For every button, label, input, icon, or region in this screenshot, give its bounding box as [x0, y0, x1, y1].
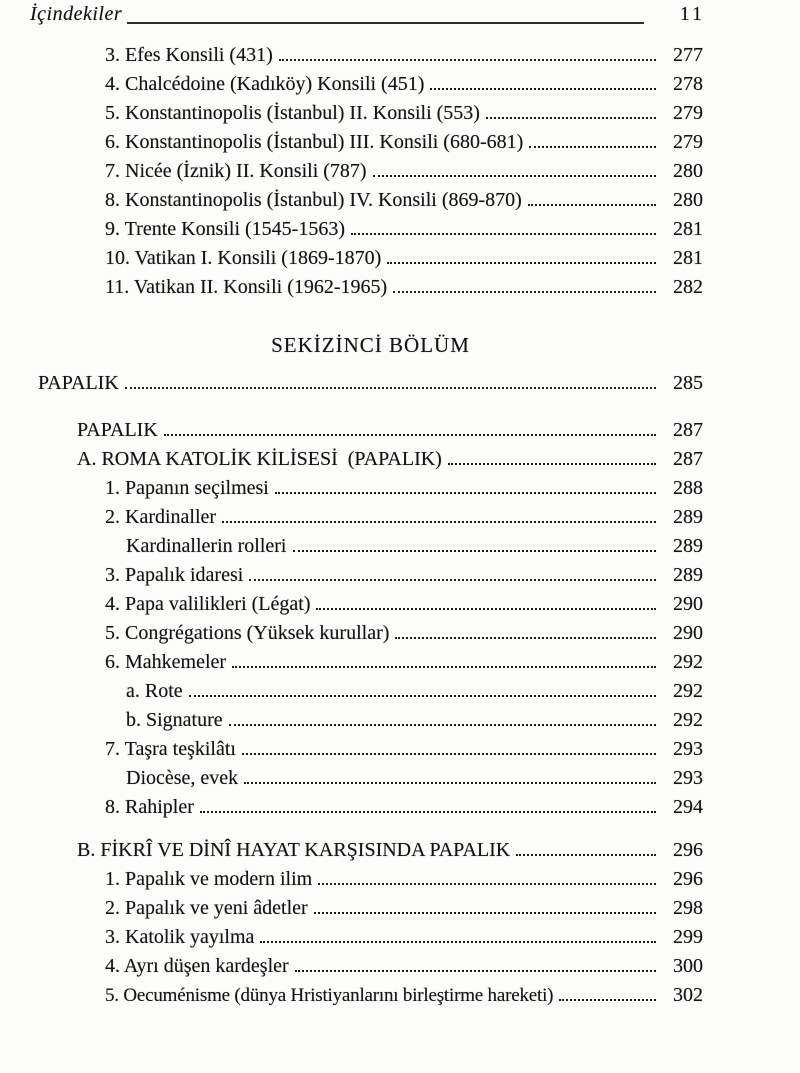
toc-entry-page: 296	[673, 868, 703, 890]
toc-entry	[105, 793, 703, 822]
dot-leader	[314, 912, 656, 914]
dot-leader	[528, 204, 656, 206]
toc-entry	[77, 416, 703, 445]
dot-leader	[395, 637, 656, 639]
toc-entry-label: b. Signature	[126, 709, 223, 731]
toc-entry	[105, 735, 703, 764]
toc-entry	[105, 273, 703, 302]
toc-entry-label: Diocèse, evek	[126, 767, 239, 789]
dot-leader	[275, 492, 656, 494]
toc-entry	[105, 215, 703, 244]
toc-entry-page: 292	[673, 709, 703, 731]
toc-entry-page: 290	[673, 622, 703, 644]
dot-leader	[387, 262, 656, 264]
toc-entry	[105, 157, 703, 186]
toc-entry-page: 281	[673, 218, 703, 240]
toc-entry-page: 288	[673, 477, 703, 499]
toc-entry-label: 3. Papalık idaresi	[105, 564, 244, 586]
toc-entry-page: 296	[673, 839, 703, 861]
toc-entry-label: 1. Papanın seçilmesi	[105, 477, 269, 499]
toc-entry	[105, 128, 703, 157]
dot-leader	[430, 88, 656, 90]
toc-entry-page: 287	[673, 419, 703, 441]
toc-entry-label: 7. Nicée (İznik) II. Konsili (787)	[105, 160, 367, 182]
toc-entry	[105, 186, 703, 215]
dot-leader	[486, 117, 656, 119]
dot-leader	[373, 175, 656, 177]
toc-entry-label: 6. Mahkemeler	[105, 651, 227, 673]
toc-entry-label: 5. Konstantinopolis (İstanbul) II. Konsili (553)	[105, 102, 480, 124]
dot-leader	[244, 782, 656, 784]
toc-entry	[105, 981, 703, 1010]
toc-entry-label: 11. Vatikan II. Konsili (1962-1965)	[105, 276, 388, 298]
dot-leader	[279, 59, 656, 61]
dot-leader	[242, 753, 656, 755]
toc-entry-page: 292	[673, 680, 703, 702]
toc-entry	[105, 70, 703, 99]
toc-entry-page: 292	[673, 651, 703, 673]
toc-entry-label: 7. Taşra teşkilâtı	[105, 738, 236, 760]
toc-entry-label: Kardinallerin rolleri	[126, 535, 287, 557]
toc-entry	[105, 503, 703, 532]
toc-entry-label: 8. Konstantinopolis (İstanbul) IV. Konsili (869-870)	[105, 189, 522, 211]
toc-entry	[126, 764, 703, 793]
dot-leader	[232, 666, 656, 668]
toc-entry-label: a. Rote	[126, 680, 183, 702]
toc-entry-page: 293	[673, 738, 703, 760]
toc-entry-page: 280	[673, 160, 703, 182]
toc-entry-label: PAPALIK	[38, 372, 119, 394]
toc-entry-label: 5. Congrégations (Yüksek kurullar)	[105, 622, 390, 644]
toc-entry	[126, 532, 703, 561]
dot-leader	[229, 724, 656, 726]
table-of-contents	[0, 26, 800, 1010]
toc-entry	[105, 865, 703, 894]
toc-entry-page: 277	[673, 44, 703, 66]
dot-leader	[249, 579, 656, 581]
toc-entry-page: 294	[673, 796, 703, 818]
toc-entry-label: 2. Kardinaller	[105, 506, 217, 528]
running-head-title: İçindekiler	[30, 3, 123, 25]
toc-entry-page: 293	[673, 767, 703, 789]
dot-leader	[516, 854, 656, 856]
toc-entry-label: 4. Ayrı düşen kardeşler	[105, 955, 289, 977]
toc-entry-label: 5. Oecuménisme (dünya Hristiyanlarını birleştirme hareketi)	[105, 985, 554, 1006]
toc-entry-label: 2. Papalık ve yeni âdetler	[105, 897, 308, 919]
toc-entry	[105, 923, 703, 952]
toc-entry	[77, 445, 703, 474]
toc-entry	[105, 561, 703, 590]
toc-entry-label: A. ROMA KATOLİK KİLİSESİ (PAPALIK)	[77, 448, 442, 470]
toc-entry-page: 298	[673, 897, 703, 919]
toc-entry	[105, 619, 703, 648]
dot-leader	[448, 463, 656, 465]
running-head-page-number: 11	[679, 3, 705, 25]
toc-entry	[105, 474, 703, 503]
toc-entry-page: 300	[673, 955, 703, 977]
toc-entry	[105, 648, 703, 677]
toc-entry	[105, 894, 703, 923]
toc-entry-page: 289	[673, 506, 703, 528]
toc-entry-label: 3. Katolik yayılma	[105, 926, 255, 948]
running-head-rule	[127, 22, 644, 24]
toc-entry-label: 3. Efes Konsili (431)	[105, 44, 273, 66]
toc-entry-label: B. FİKRÎ VE DİNÎ HAYAT KARŞISINDA PAPALIK	[77, 839, 511, 861]
dot-leader	[559, 999, 656, 1001]
toc-entry-label: 6. Konstantinopolis (İstanbul) III. Konsili (680-681)	[105, 131, 524, 153]
toc-entry-page: 285	[673, 372, 703, 394]
toc-entry-label: 1. Papalık ve modern ilim	[105, 868, 313, 890]
toc-entry-chapter	[38, 369, 703, 398]
dot-leader	[222, 521, 656, 523]
toc-entry-page: 281	[673, 247, 703, 269]
toc-entry-label: 8. Rahipler	[105, 796, 194, 818]
dot-leader	[200, 811, 656, 813]
toc-entry-label: 4. Papa valilikleri (Légat)	[105, 593, 311, 615]
chapter-heading: SEKİZİNCİ BÖLÜM	[271, 333, 470, 357]
dot-leader	[293, 550, 657, 552]
dot-leader	[125, 387, 656, 389]
dot-leader	[295, 970, 656, 972]
toc-entry	[105, 41, 703, 70]
toc-entry	[105, 590, 703, 619]
dot-leader	[318, 883, 656, 885]
toc-entry-page: 278	[673, 73, 703, 95]
dot-leader	[316, 608, 656, 610]
toc-entry-page: 287	[673, 448, 703, 470]
toc-entry	[105, 99, 703, 128]
toc-entry-page: 279	[673, 102, 703, 124]
dot-leader	[529, 146, 656, 148]
toc-entry-page: 289	[673, 535, 703, 557]
toc-entry-page: 280	[673, 189, 703, 211]
running-head	[0, 0, 800, 26]
toc-entry-label: 4. Chalcédoine (Kadıköy) Konsili (451)	[105, 73, 425, 95]
toc-entry	[126, 706, 703, 735]
toc-entry	[105, 952, 703, 981]
toc-entry-label: 10. Vatikan I. Konsili (1869-1870)	[105, 247, 382, 269]
toc-entry	[105, 244, 703, 273]
toc-entry	[126, 677, 703, 706]
toc-entry-label: PAPALIK	[77, 419, 158, 441]
toc-entry-page: 290	[673, 593, 703, 615]
toc-entry-page: 302	[673, 984, 703, 1006]
dot-leader	[189, 695, 656, 697]
toc-entry-label: 9. Trente Konsili (1545-1563)	[105, 218, 345, 240]
dot-leader	[260, 941, 656, 943]
toc-entry-page: 279	[673, 131, 703, 153]
dot-leader	[351, 233, 656, 235]
toc-entry-page: 282	[673, 276, 703, 298]
dot-leader	[393, 291, 656, 293]
toc-entry-page: 289	[673, 564, 703, 586]
toc-entry	[77, 836, 703, 865]
toc-entry-page: 299	[673, 926, 703, 948]
dot-leader	[164, 434, 656, 436]
